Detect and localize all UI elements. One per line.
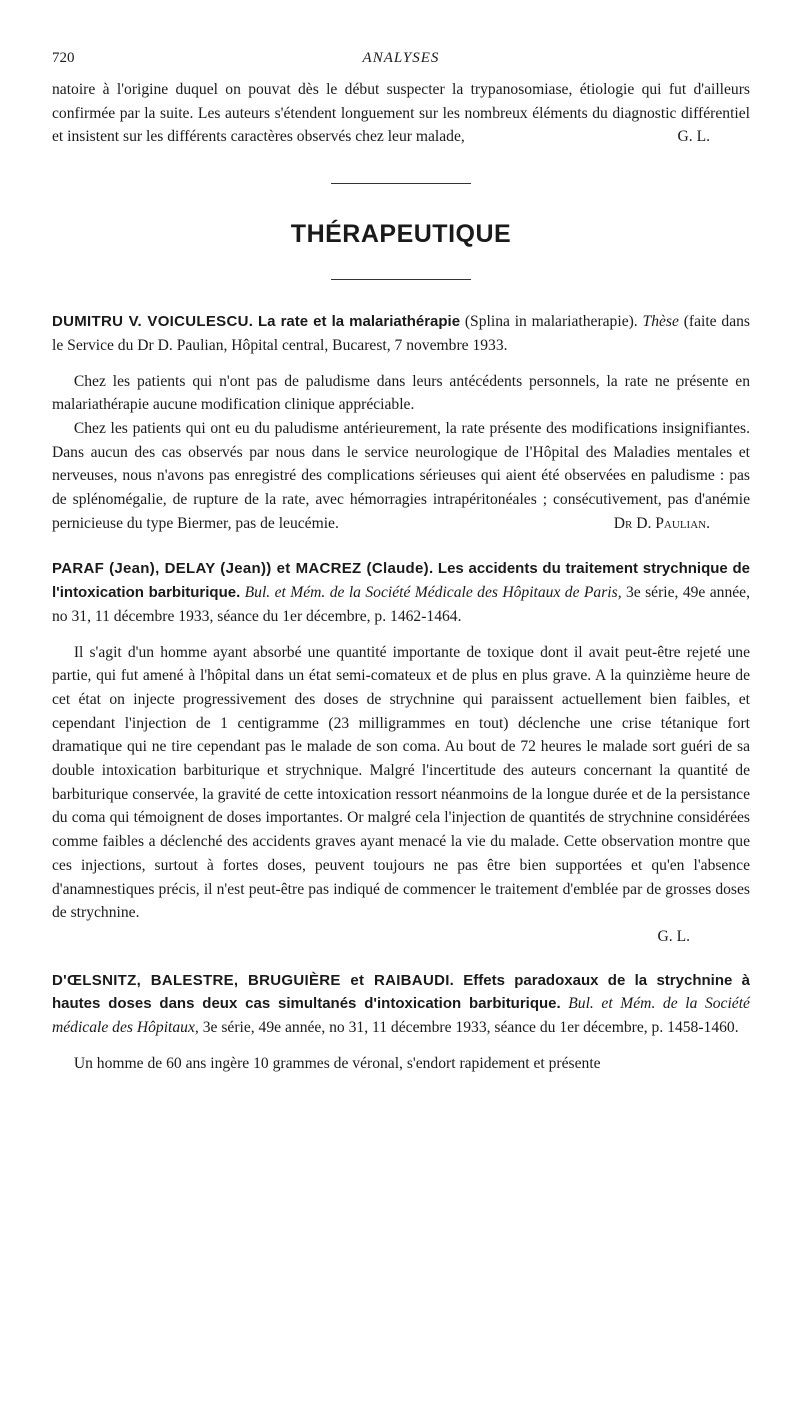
entry-paraf — [52, 557, 750, 948]
entry-voiculescu — [52, 310, 750, 535]
entry-ref-plain: (Splina in malariatherapie). — [460, 313, 643, 331]
entry-paragraph: Un homme de 60 ans ingère 10 grammes de véronal, s'endort rapidement et présente — [73, 1054, 601, 1072]
page-number: 720 — [52, 50, 75, 66]
entry-authors: DUMITRU V. VOICULESCU. — [52, 313, 254, 331]
entry-paragraph: Chez les patients qui n'ont pas de paludisme dans leurs antécédents personnels, la rate ne présente en malariathérapie aucune modification clinique appréciable. — [52, 372, 750, 414]
running-head — [52, 50, 750, 78]
entry-signature: G. L. — [657, 927, 690, 945]
section-rule-top — [331, 183, 471, 184]
entry-paragraph — [52, 417, 750, 536]
entry-title: La rate et la malariathérapie — [258, 313, 461, 331]
entry-ref-rest: (faite dans le Service du Dr D. Paulian, Hôpital central, Bucarest, 7 novembre 1933. — [52, 313, 750, 354]
entry-heading — [52, 310, 750, 357]
entry-ref-rest: 3e série, 49e année, no 31, 11 décembre 1933, séance du 1er décembre, p. 1462-1464. — [52, 584, 750, 625]
entry-title: Effets paradoxaux de la strychnine à hautes doses dans deux cas simultanés d'intoxication barbiturique. — [52, 971, 750, 1013]
entry-ref-italic: Bul. et Mém. de la Société médicale des Hôpitaux, — [52, 995, 750, 1037]
entry-authors: D'ŒLSNITZ, BALESTRE, BRUGUIÈRE et RAIBAUDI. — [52, 971, 455, 989]
intro-signature: G. L. — [677, 128, 710, 146]
section-title: THÉRAPEUTIQUE — [290, 220, 512, 249]
entry-ref-rest: 3e série, 49e année, no 31, 11 décembre 1933, séance du 1er décembre, p. 1458-1460. — [198, 1019, 739, 1037]
entry-paragraph: Il s'agit d'un homme ayant absorbé une quantité importante de toxique dont il avait peut-être rejeté une partie, qui fut amené à l'hôpital dans un état semi-comateux et de plus en plus grave. A la quinzième heure de cet état on injecte progressivement des doses de strychnine qui paraissent actuellement bien faibles, et cependant l'injection de 1 centigramme (23 milligrammes en tout) déclenche une crise tétanique fort dramatique qui ne tire cependant pas le malade de son coma. Au bout de 72 heures le malade sort guéri de sa double intoxication barbiturique et strychnique. Malgré l'incertitude des auteurs concernant la quantité de barbiturique conservée, la gravité de cette intoxication ressort néanmoins de la longue durée et de la persistance du coma qui témoignent de doses importantes. Or malgré cela l'injection de quantités de strychnine considérées comme faibles a déclenché des accidents graves ayant menacé la vie du malade. Cette observation montre que ces injections, surtout à fortes doses, peuvent toujours ne pas être bien supportées et qu'en l'absence d'anamnestiques précis, il n'est peut-être pas indiqué de commencer le traitement d'emblée par de grosses doses de strychnine. — [52, 643, 750, 922]
entry-ref-italic: Thèse — [642, 313, 679, 331]
intro-text: natoire à l'origine duquel on pouvat dès le début suspecter la trypanosomiase, étiologie qui fut d'ailleurs confirmée par la suite. Les auteurs s'étendent longuement sur les nombreux éléments du diagnostic différentiel et insistent sur les différents caractères observés chez leur malade, — [52, 81, 750, 146]
entry-heading — [52, 557, 750, 628]
entry-paragraph-text: Chez les patients qui ont eu du paludisme antérieurement, la rate présente des modifications insignifiantes. Dans aucun des cas observés par nous dans le service neurologique de l'Hôpital des Maladies mentales et nerveuses, nous n'avons pas enregistré des complications sérieuses qui aient été observées en paludisme : pas de splénomégalie, de rupture de la rate, avec hémorragies intrapéritonéales ; consécutivement, pas d'anémie pernicieuse du type Biermer, pas de leucémie. — [52, 419, 750, 532]
entry-signature: Dr D. Paulian. — [613, 514, 710, 532]
entry-heading — [52, 969, 750, 1040]
entry-oelsnitz — [52, 969, 750, 1076]
page — [52, 50, 750, 1076]
entry-title: Les accidents du traitement strychnique de l'intoxication barbiturique. — [52, 560, 750, 602]
entry-ref-italic: Bul. et Mém. de la Société Médicale des Hôpitaux de Paris, — [244, 584, 622, 602]
running-title: ANALYSES — [362, 50, 440, 66]
intro-paragraph — [52, 78, 750, 149]
entry-authors: PARAF (Jean), DELAY (Jean)) et MACREZ (Claude). — [52, 560, 434, 578]
